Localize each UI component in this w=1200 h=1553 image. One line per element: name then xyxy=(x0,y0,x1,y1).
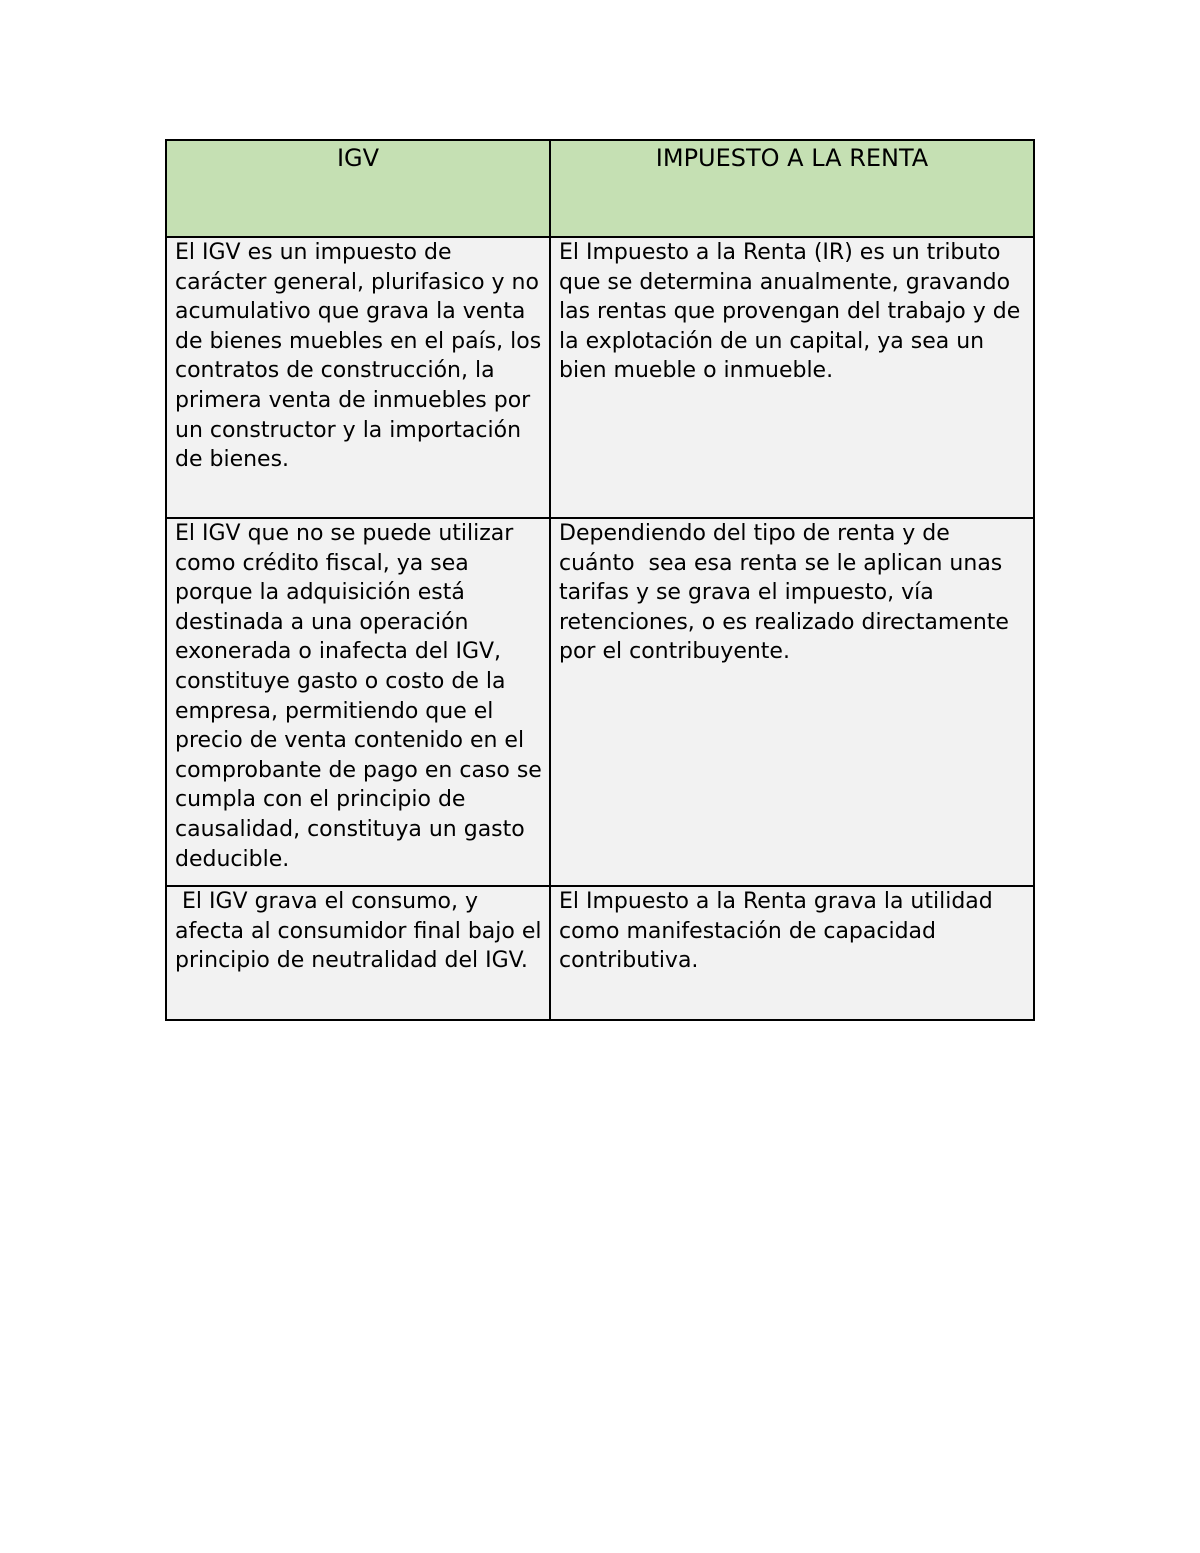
table-row xyxy=(166,237,1034,518)
header-impuesto-renta: IMPUESTO A LA RENTA xyxy=(550,140,1034,237)
cell-igv-definition: El IGV es un impuesto de carácter general, plurifasico y no acumulativo que grava la venta de bienes muebles en el país, los contratos de construcción, la primera venta de inmuebles por un constructor y la importación de bienes. xyxy=(166,237,550,518)
cell-igv-credito-fiscal: El IGV que no se puede utilizar como crédito fiscal, ya sea porque la adquisición está destinada a una operación exonerada o inafecta del IGV, constituye gasto o costo de la empresa, permitiendo que el precio de venta contenido en el comprobante de pago en caso se cumpla con el principio de causalidad, constituya un gasto deducible. xyxy=(166,518,550,886)
table-row xyxy=(166,886,1034,1020)
table-row xyxy=(166,518,1034,886)
table-header-row xyxy=(166,140,1034,237)
header-igv: IGV xyxy=(166,140,550,237)
comparison-table xyxy=(165,139,1035,1021)
cell-renta-definition: El Impuesto a la Renta (IR) es un tributo que se determina anualmente, gravando las rentas que provengan del trabajo y de la explotación de un capital, ya sea un bien mueble o inmueble. xyxy=(550,237,1034,518)
cell-renta-utilidad: El Impuesto a la Renta grava la utilidad como manifestación de capacidad contributiva. xyxy=(550,886,1034,1020)
cell-renta-tarifas: Dependiendo del tipo de renta y de cuánto sea esa renta se le aplican unas tarifas y se grava el impuesto, vía retenciones, o es realizado directamente por el contribuyente. xyxy=(550,518,1034,886)
cell-igv-consumo: El IGV grava el consumo, y afecta al consumidor final bajo el principio de neutralidad del IGV. xyxy=(166,886,550,1020)
